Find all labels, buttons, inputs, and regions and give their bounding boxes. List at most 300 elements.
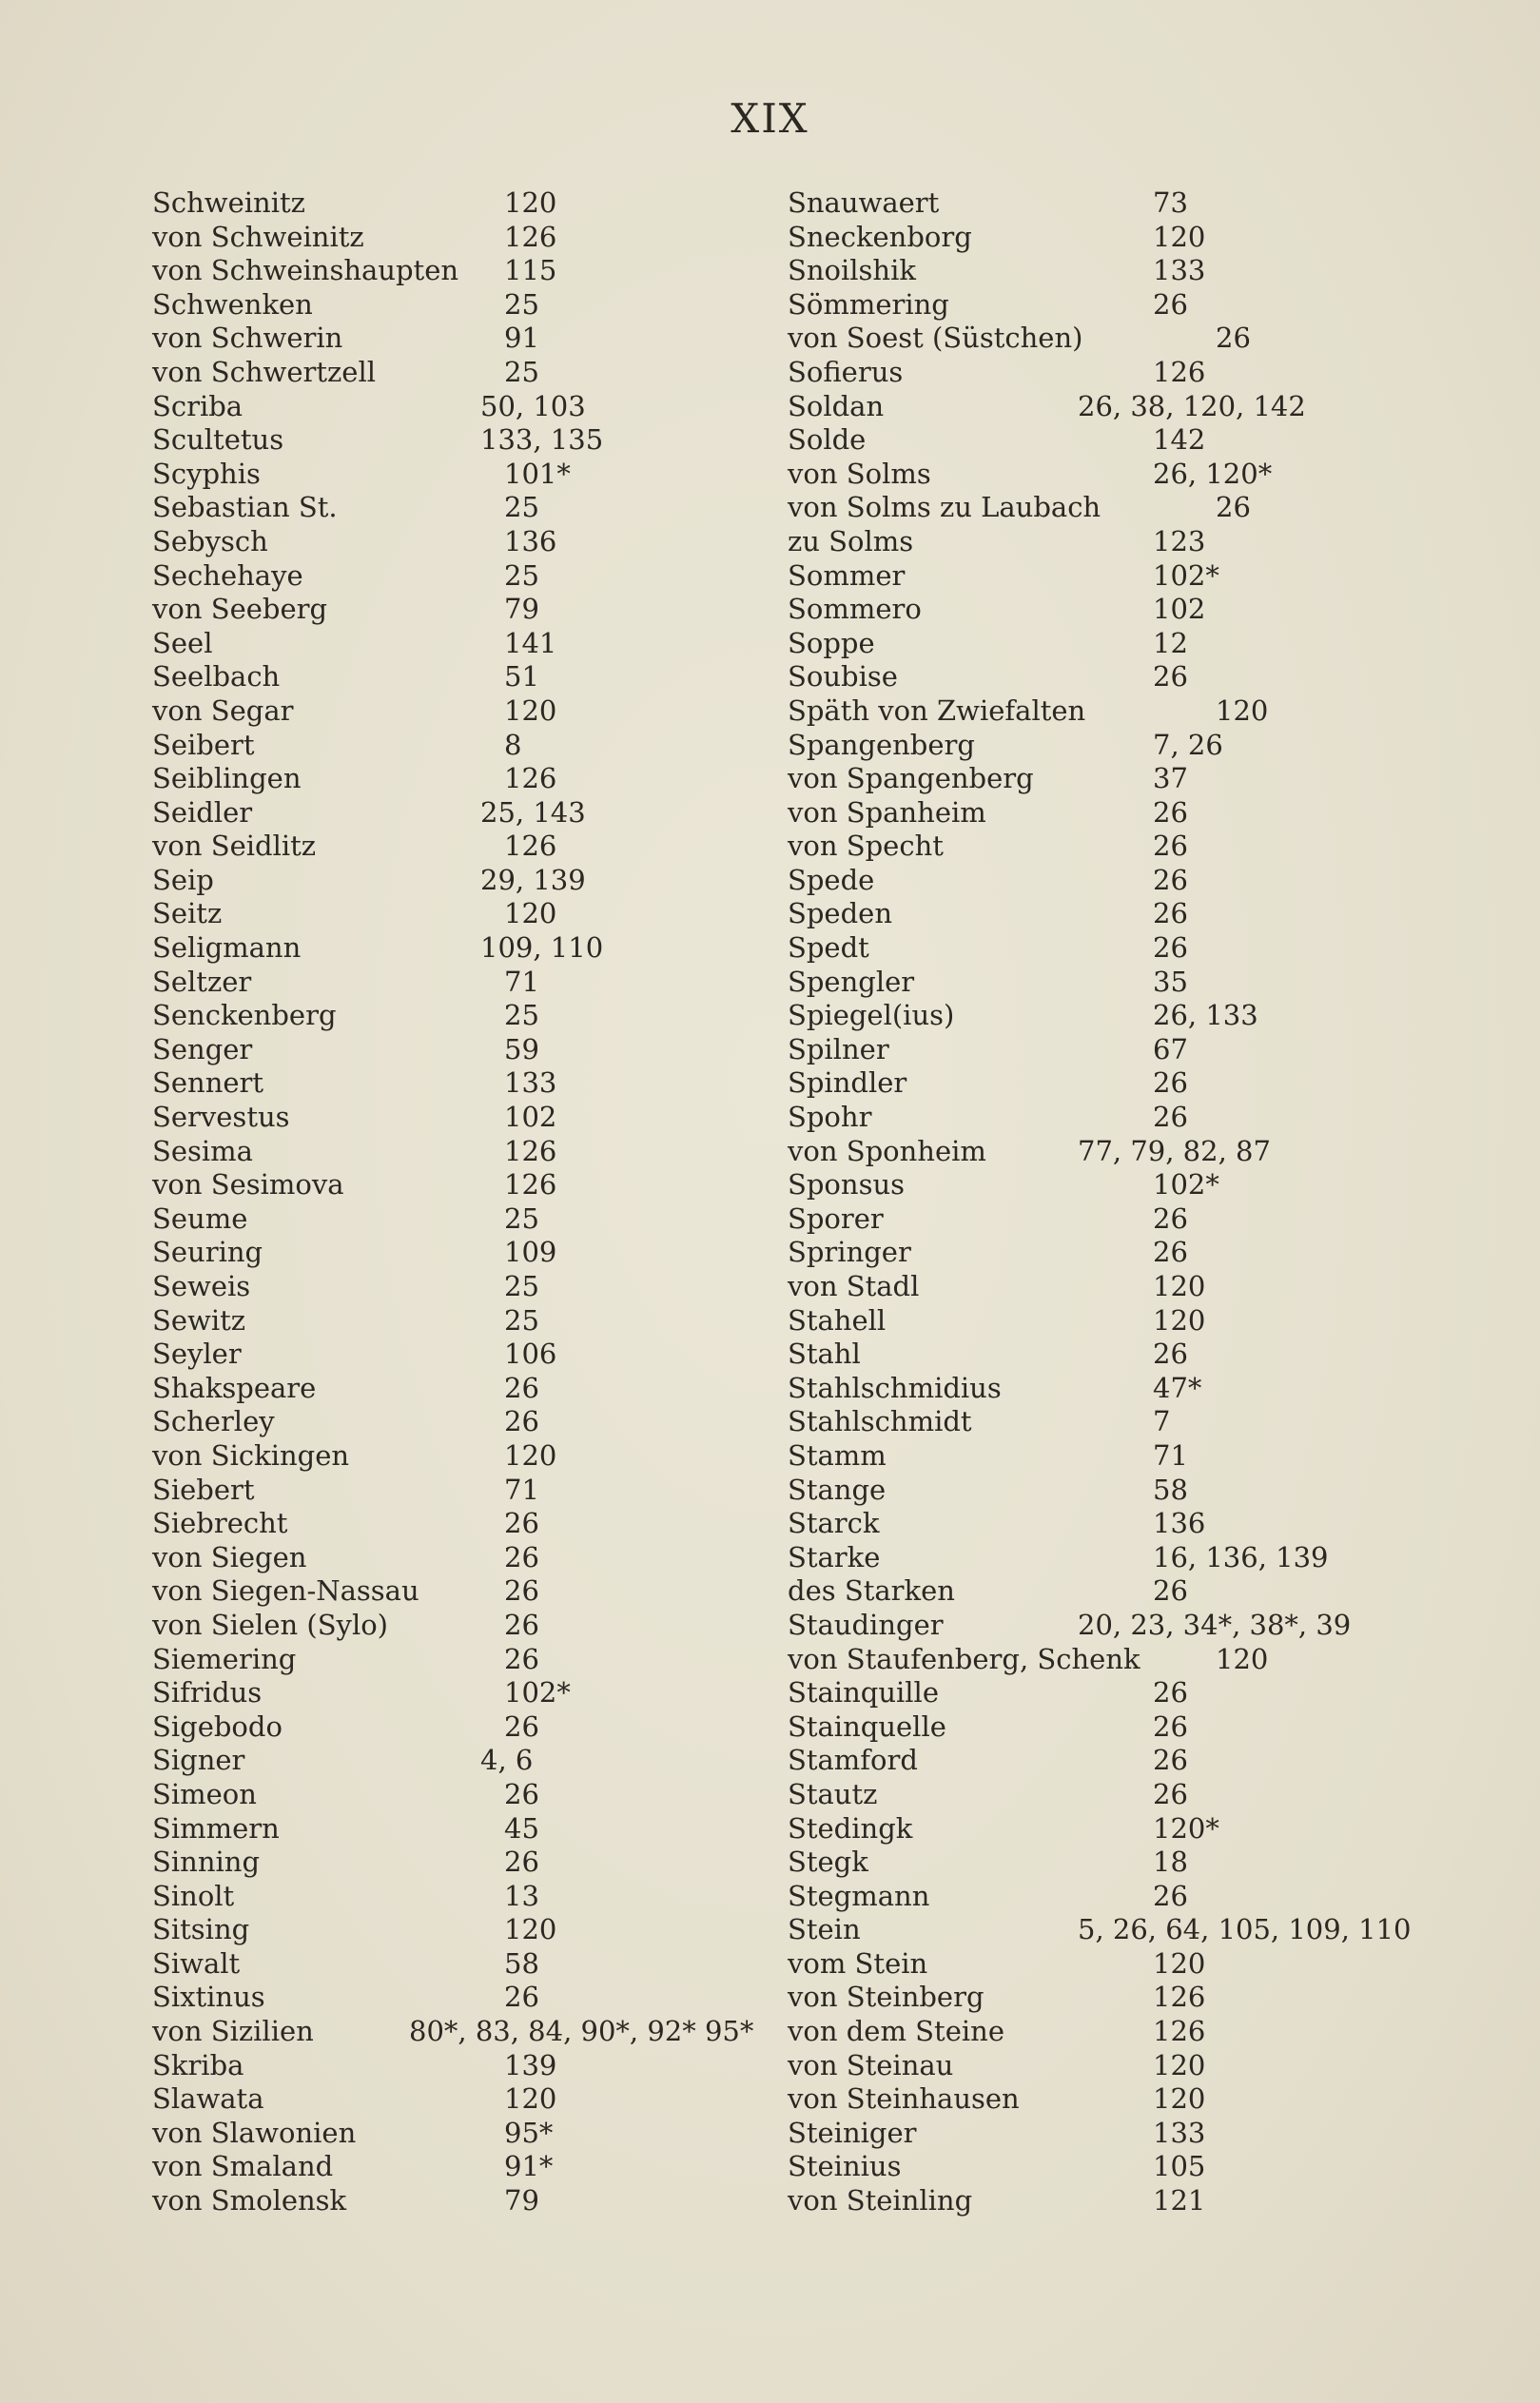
entry-name: vom Stein [788,1946,928,1980]
entry-name: Starck [788,1507,880,1540]
entry-name: Solde [788,423,867,457]
entry-pages: 26 [504,1540,539,1573]
entry-pages: 26 [504,1777,539,1810]
entry-name: Seume [152,1202,248,1235]
entry-name: Stahlschmidius [788,1371,1002,1404]
entry-pages: 102* [504,1676,571,1709]
index-entry [788,1372,1434,1406]
entry-pages: 16, 136, 139 [1153,1540,1329,1573]
entry-pages: 26 [1153,1709,1188,1743]
entry-pages: 77, 79, 82, 87 [1078,1134,1271,1167]
index-entry [788,1405,1434,1439]
index-entry [788,1812,1434,1846]
index-entry [788,2082,1434,2117]
entry-name: von Spanheim [788,795,986,829]
entry-pages: 26 [504,1405,539,1438]
index-entry [788,491,1434,525]
entry-name: von Sickingen [152,1438,350,1472]
entry-name: Soubise [788,660,898,694]
index-entry [788,830,1434,864]
entry-name: Scherley [152,1405,275,1438]
entry-pages: 26, 133 [1153,999,1258,1032]
index-entry [788,1202,1434,1237]
index-entry [152,1168,780,1202]
entry-name: Sommer [788,558,906,592]
index-entry [152,186,780,221]
index-entry [788,458,1434,492]
entry-pages: 120 [504,186,557,219]
entry-pages: 139 [504,2048,557,2081]
entry-pages: 95* [504,2116,554,2149]
index-entry [788,1168,1434,1202]
index-entry [788,2049,1434,2083]
entry-name: Sixtinus [152,1981,265,2014]
entry-pages: 26 [1153,1777,1188,1810]
entry-name: Stamford [788,1744,918,1777]
index-entry [788,694,1434,729]
entry-pages: 13 [504,1879,539,1912]
entry-pages: 26 [1216,322,1251,355]
entry-pages: 25 [504,355,539,388]
index-entry [152,1676,780,1710]
index-entry [788,1033,1434,1067]
entry-pages: 26 [1153,863,1188,896]
index-entry [152,254,780,288]
entry-pages: 25 [504,287,539,321]
entry-name: Seligmann [152,931,302,965]
entry-name: von Smolensk [152,2184,347,2217]
index-entry [152,593,780,627]
index-entry [152,1405,780,1439]
index-entry [788,1846,1434,1880]
index-entry [152,897,780,931]
index-entry [788,1676,1434,1710]
index-entry [788,1710,1434,1745]
index-entry [788,1947,1434,1982]
entry-pages: 7 [1153,1405,1171,1438]
entry-pages: 26 [504,1846,539,1879]
entry-pages: 120 [504,1913,557,1946]
index-entry [152,2150,780,2184]
entry-pages: 120 [1216,694,1269,727]
entry-name: Simmern [152,1811,280,1845]
entry-pages: 29, 139 [480,863,586,896]
entry-name: Spangenberg [788,728,975,761]
entry-name: Sommero [788,593,922,626]
entry-pages: 101* [504,457,571,490]
entry-pages: 126 [504,1168,557,1202]
index-entry [788,356,1434,390]
index-entry [788,2117,1434,2151]
index-entry [152,796,780,830]
entry-pages: 126 [504,1134,557,1167]
entry-pages: 120 [1153,1946,1206,1980]
index-entry [152,1135,780,1169]
entry-pages: 26 [504,1642,539,1675]
index-entry [152,1643,780,1677]
index-entry [152,1981,780,2015]
index-entry [788,1270,1434,1304]
index-entry [788,1236,1434,1270]
entry-pages: 120 [1153,2082,1206,2116]
index-entry [152,559,780,594]
entry-pages: 80*, 83, 84, 90*, 92* 95* [409,2015,754,2048]
entry-pages: 25 [504,1303,539,1337]
entry-name: von Staufenberg, Schenk [788,1642,1140,1675]
entry-pages: 47* [1153,1371,1202,1404]
index-entry [152,1609,780,1643]
index-entry [788,288,1434,322]
entry-pages: 136 [1153,1507,1206,1540]
entry-name: Springer [788,1236,911,1269]
entry-name: Spindler [788,1066,907,1100]
index-entry [788,1439,1434,1474]
index-entry [788,762,1434,796]
entry-name: Seibert [152,728,255,761]
entry-name: zu Solms [788,524,914,557]
entry-pages: 102* [1153,1168,1219,1202]
entry-name: Sneckenborg [788,220,972,253]
index-entry [788,221,1434,255]
entry-name: Senger [152,1032,253,1065]
entry-pages: 26 [1153,660,1188,694]
entry-name: Seelbach [152,660,281,694]
index-entry [152,1744,780,1778]
entry-pages: 73 [1153,186,1188,219]
entry-name: Sigebodo [152,1709,283,1743]
index-entry [788,1304,1434,1338]
entry-name: Sporer [788,1202,884,1235]
entry-name: Scyphis [152,457,261,490]
index-entry [152,2049,780,2083]
entry-pages: 26 [504,1371,539,1404]
entry-name: Späth von Zwiefalten [788,694,1086,727]
index-entry [788,897,1434,931]
index-entry [152,1066,780,1101]
entry-pages: 26 [504,1709,539,1743]
index-entry [788,1101,1434,1135]
entry-name: Sewitz [152,1303,246,1337]
index-entry [788,1474,1434,1508]
entry-pages: 136 [504,524,557,557]
index-entry [152,1372,780,1406]
entry-name: Spilner [788,1032,889,1065]
entry-pages: 133 [504,1066,557,1100]
entry-name: von Sizilien [152,2015,314,2048]
entry-pages: 8 [504,728,522,761]
entry-pages: 26 [504,1981,539,2014]
entry-name: Skriba [152,2048,244,2081]
entry-pages: 109, 110 [480,931,604,965]
entry-pages: 120 [504,1438,557,1472]
index-entry [788,186,1434,221]
entry-name: Snoilshik [788,254,916,287]
index-entry [788,254,1434,288]
entry-pages: 26, 38, 120, 142 [1078,389,1306,422]
index-entry [152,999,780,1033]
entry-name: Seitz [152,897,223,930]
index-entry [788,1778,1434,1812]
index-entry [152,1474,780,1508]
index-entry [788,525,1434,559]
entry-pages: 121 [1153,2184,1206,2217]
index-entry [788,2015,1434,2049]
entry-pages: 102 [504,1101,557,1134]
entry-pages: 18 [1153,1846,1188,1879]
entry-pages: 26 [504,1574,539,1608]
entry-name: Seyler [152,1338,242,1371]
entry-name: Sofierus [788,355,904,388]
index-entry [152,729,780,763]
entry-pages: 120 [504,2082,557,2116]
entry-pages: 126 [1153,1981,1206,2014]
entry-name: Stahell [788,1303,887,1337]
entry-name: Simeon [152,1777,257,1810]
index-entry [788,423,1434,458]
entry-name: von Steinhausen [788,2082,1020,2116]
index-entry [788,660,1434,694]
index-entry [788,1913,1434,1947]
entry-pages: 133, 135 [480,423,604,457]
entry-name: Stamm [788,1438,887,1472]
index-entry [152,660,780,694]
entry-name: Siebert [152,1473,255,1506]
index-entry [788,1574,1434,1609]
index-entry [788,864,1434,898]
entry-name: Seidler [152,795,253,829]
entry-name: des Starken [788,1574,955,1608]
entry-pages: 126 [504,830,557,863]
entry-pages: 26 [1153,1879,1188,1912]
entry-name: von dem Steine [788,2015,1004,2048]
page-number: XIX [731,95,809,142]
entry-pages: 12 [1153,626,1188,659]
entry-name: Schweinitz [152,186,305,219]
index-entry [788,1981,1434,2015]
entry-pages: 120 [1216,1642,1269,1675]
index-entry [152,1947,780,1982]
entry-name: Steinius [788,2150,902,2183]
entry-pages: 58 [504,1946,539,1980]
entry-name: Signer [152,1744,245,1777]
entry-pages: 26, 120* [1153,457,1273,490]
entry-name: von Steinberg [788,1981,984,2014]
entry-pages: 71 [504,1473,539,1506]
entry-pages: 58 [1153,1473,1188,1506]
entry-name: Seltzer [152,965,252,998]
index-entry [788,2150,1434,2184]
entry-pages: 26 [1153,1066,1188,1100]
entry-pages: 120 [1153,2048,1206,2081]
index-entry [788,966,1434,1000]
entry-pages: 126 [1153,2015,1206,2048]
entry-name: Siwalt [152,1946,241,1980]
entry-name: Servestus [152,1101,290,1134]
entry-pages: 26 [1153,931,1188,965]
entry-pages: 25, 143 [480,795,586,829]
entry-name: von Schwertzell [152,355,377,388]
entry-pages: 126 [504,762,557,795]
index-entry [152,931,780,966]
index-entry [152,1846,780,1880]
entry-name: Sifridus [152,1676,263,1709]
entry-name: von Schweinitz [152,220,364,253]
entry-name: Stahl [788,1338,861,1371]
entry-pages: 26 [504,1608,539,1641]
index-entry [788,593,1434,627]
index-entry [152,322,780,356]
index-entry [788,390,1434,424]
entry-pages: 45 [504,1811,539,1845]
index-entry [152,1812,780,1846]
index-entry [152,2117,780,2151]
entry-pages: 26 [1216,491,1251,524]
index-entry [152,627,780,661]
entry-name: Stange [788,1473,887,1506]
index-entry [788,1338,1434,1372]
entry-pages: 109 [504,1236,557,1269]
index-entry [788,1643,1434,1677]
index-entry [152,694,780,729]
index-entry [152,864,780,898]
entry-pages: 133 [1153,2116,1206,2149]
entry-name: Spede [788,863,875,896]
index-entry [152,2082,780,2117]
index-entry [788,999,1434,1033]
index-entry [152,1338,780,1372]
entry-pages: 7, 26 [1153,728,1223,761]
entry-pages: 35 [1153,965,1188,998]
index-entry [788,1609,1434,1643]
index-entry [788,729,1434,763]
entry-name: Staudinger [788,1608,944,1641]
index-entry [788,559,1434,594]
index-entry [152,1507,780,1541]
entry-name: Stein [788,1913,861,1946]
index-entry [152,1236,780,1270]
index-entry [152,458,780,492]
entry-name: Sponsus [788,1168,906,1202]
index-entry [152,1033,780,1067]
entry-name: von Siegen [152,1540,307,1573]
index-entry [152,1880,780,1914]
entry-name: Seuring [152,1236,263,1269]
entry-pages: 141 [504,626,557,659]
index-entry [152,1541,780,1575]
entry-name: Sebysch [152,524,268,557]
entry-pages: 26 [1153,1101,1188,1134]
entry-pages: 115 [504,254,557,287]
entry-name: Sesima [152,1134,253,1167]
entry-pages: 26 [1153,1338,1188,1371]
index-entry [788,627,1434,661]
entry-name: Stainquille [788,1676,939,1709]
index-entry [152,1202,780,1237]
entry-name: Senckenberg [152,999,337,1032]
index-entry [152,1304,780,1338]
entry-pages: 4, 6 [480,1744,534,1777]
entry-name: Steiniger [788,2116,917,2149]
entry-pages: 71 [1153,1438,1188,1472]
entry-name: Scriba [152,389,244,422]
entry-pages: 79 [504,2184,539,2217]
entry-pages: 50, 103 [480,389,586,422]
entry-pages: 25 [504,1202,539,1235]
index-entry [152,390,780,424]
entry-name: Soppe [788,626,875,659]
index-entry [152,491,780,525]
index-entry [788,2184,1434,2218]
index-entry [152,1778,780,1812]
entry-pages: 105 [1153,2150,1206,2183]
index-entry [788,1066,1434,1101]
index-entry [152,356,780,390]
entry-name: Spohr [788,1101,872,1134]
index-entry [152,525,780,559]
index-entry [152,1574,780,1609]
index-entry [152,2184,780,2218]
entry-pages: 25 [504,999,539,1032]
entry-name: von Seeberg [152,593,328,626]
index-entry [152,1101,780,1135]
entry-pages: 120 [1153,1270,1206,1302]
index-entry [152,288,780,322]
entry-name: von Steinau [788,2048,954,2081]
entry-pages: 26 [1153,830,1188,863]
entry-pages: 67 [1153,1032,1188,1065]
entry-name: Seip [152,863,214,896]
entry-name: Scultetus [152,423,284,457]
entry-name: von Siegen-Nassau [152,1574,419,1608]
entry-name: von Stadl [788,1270,920,1302]
entry-name: Seweis [152,1270,251,1302]
entry-name: Sinolt [152,1879,235,1912]
entry-pages: 25 [504,1270,539,1302]
entry-pages: 25 [504,558,539,592]
entry-name: Sechehaye [152,558,303,592]
entry-pages: 5, 26, 64, 105, 109, 110 [1078,1913,1412,1946]
entry-name: Slawata [152,2082,264,2116]
index-entry [152,1270,780,1304]
index-entry [152,1913,780,1947]
index-entry [788,1541,1434,1575]
index-entry [788,796,1434,830]
entry-name: Spedt [788,931,869,965]
entry-name: Seel [152,626,213,659]
entry-pages: 120 [504,694,557,727]
entry-pages: 91* [504,2150,554,2183]
entry-pages: 102* [1153,558,1219,592]
entry-pages: 91 [504,322,539,355]
index-entry [152,966,780,1000]
entry-name: Siemering [152,1642,297,1675]
index-entry [788,322,1434,356]
entry-name: von Solms zu Laubach [788,491,1101,524]
index-entry [152,2015,780,2049]
entry-name: Stainquelle [788,1709,946,1743]
entry-pages: 26 [1153,1236,1188,1269]
entry-pages: 120 [504,897,557,930]
entry-pages: 37 [1153,762,1188,795]
entry-pages: 26 [1153,1202,1188,1235]
entry-pages: 26 [1153,1574,1188,1608]
entry-pages: 142 [1153,423,1206,457]
entry-name: von Sesimova [152,1168,344,1202]
entry-name: von Steinling [788,2184,973,2217]
entry-name: Seiblingen [152,762,302,795]
index-entry [788,1135,1434,1169]
entry-pages: 71 [504,965,539,998]
